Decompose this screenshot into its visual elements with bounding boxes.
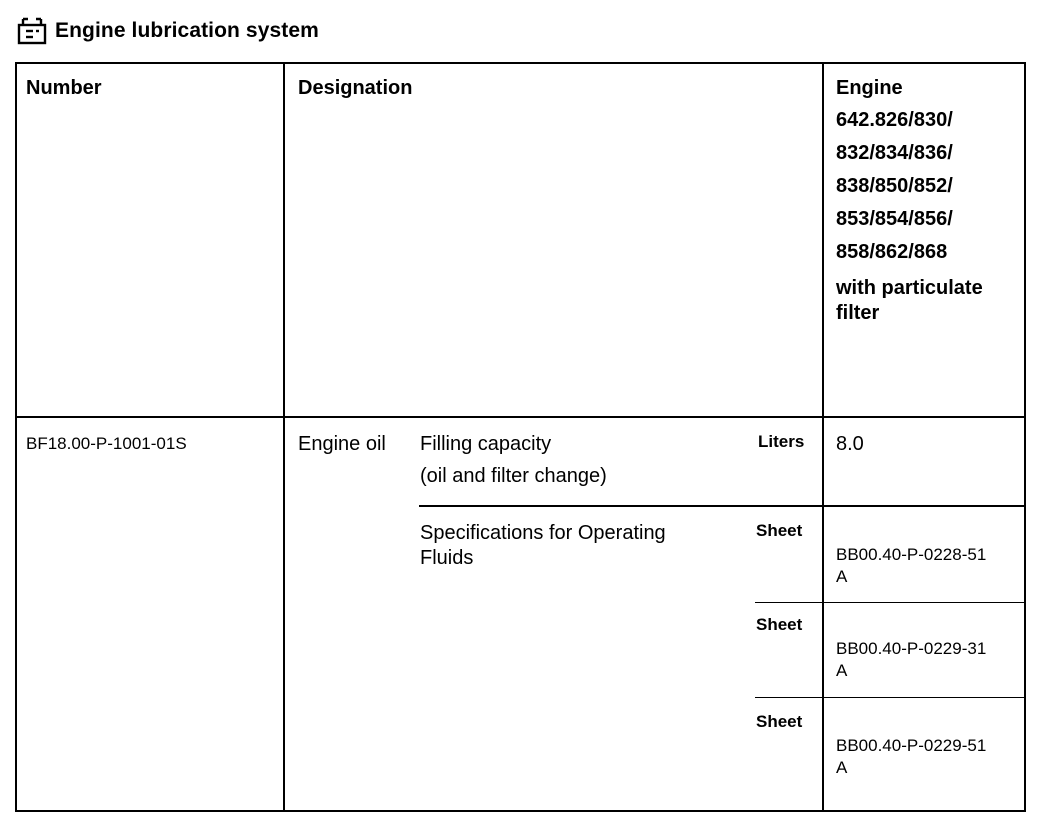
engine-code-line: 838/850/852/ [836,175,953,197]
column-divider-1 [283,62,285,812]
sheet-unit: Sheet [756,615,803,634]
filling-unit: Liters [758,432,805,451]
specs-label-2: Fluids [420,547,474,569]
sheet-value-line-2: A [836,661,848,680]
header-engine-label: Engine [836,77,903,99]
header-divider [15,416,1026,418]
title-text: Engine lubrication system [55,19,319,42]
sheet-unit: Sheet [756,521,803,540]
row-divider-filling [419,505,1026,507]
page-title [17,14,319,48]
lubrication-table [15,62,1026,812]
row-number: BF18.00-P-1001-01S [26,434,187,453]
engine-code-line: 858/862/868 [836,241,948,263]
filling-value: 8.0 [836,433,864,455]
sheet-value-line-2: A [836,567,848,586]
filling-label-2: (oil and filter change) [420,465,607,487]
sheet-unit: Sheet [756,712,803,731]
header-engine-codes [836,104,953,269]
oil-can-icon [17,17,47,45]
specs-label-1: Specifications for Operating [420,522,666,544]
engine-code-line: 853/854/856/ [836,208,953,230]
header-number: Number [26,77,102,99]
table-border-right [1024,62,1026,812]
engine-code-line: 642.826/830/ [836,109,953,131]
header-designation: Designation [298,77,413,99]
table-border-top [15,62,1026,64]
header-engine-suffix-2: filter [836,302,880,324]
column-divider-2 [822,62,824,812]
sheet-value-line-1: BB00.40-P-0229-51 [836,736,987,755]
filling-label-1: Filling capacity [420,433,552,455]
sheet-value-line-1: BB00.40-P-0229-31 [836,639,987,658]
row-divider-sheet-2 [755,697,1026,698]
sheet-value-line-1: BB00.40-P-0228-51 [836,545,987,564]
engine-code-line: 832/834/836/ [836,142,953,164]
row-item: Engine oil [298,433,386,455]
table-border-bottom [15,810,1026,812]
header-engine-suffix-1: with particulate [836,277,983,299]
table-border-left [15,62,17,812]
row-divider-sheet-1 [755,602,1026,603]
sheet-value-line-2: A [836,758,848,777]
